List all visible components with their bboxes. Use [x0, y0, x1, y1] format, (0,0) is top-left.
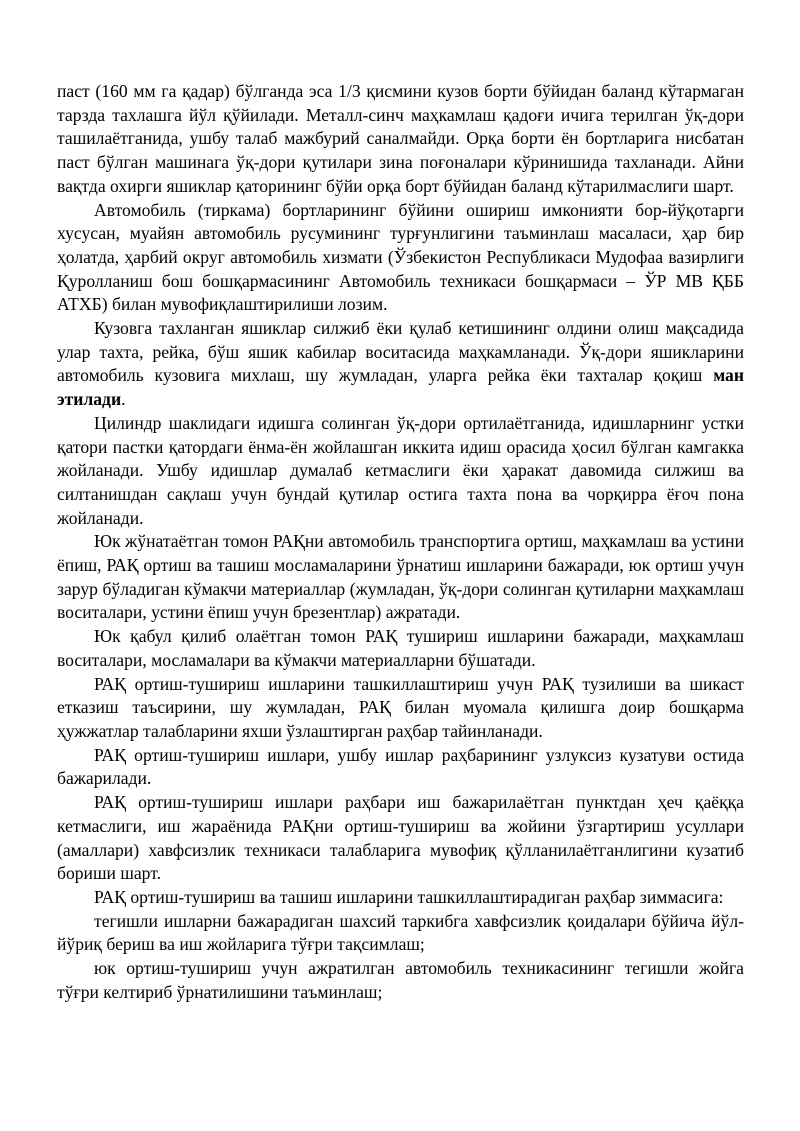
prohibited-emphasis: ман этилади [57, 365, 744, 410]
paragraph-4: Цилиндр шаклидаги идишга солинган ўқ-дори ортилаётганида, идишларнинг устки қатори пастки қатордаги ёнма-ён жойлашган иккита идиш орасида ҳосил бўлган камгакка жойланади. Ушбу идишлар думалаб кетмаслиги ёки ҳаракат давомида силжиш ва силтанишдан сақлаш учун бундай қутилар остига тахта пона ва чорқирра ёғоч пона жойланади. [57, 412, 744, 528]
paragraph-2: Автомобиль (тиркама) бортларининг бўйини ошириш имконияти бор-йўқотарги хусусан, муайян автомобиль русумининг турғунлигини таъминлаш масаласи, ҳар бир ҳолатда, ҳарбий округ автомобиль хизмати (Ўзбекистон Республикаси Мудофаа вазирлиги Қуролланиш бош бошқармасининг Автомобиль техникаси бошқармаси – ЎР МВ ҚББ АТХБ) билан мувофиқлаштирилиши лозим. [57, 199, 744, 315]
paragraph-9: РАҚ ортиш-тушириш ишлари раҳбари иш бажарилаётган пунктдан ҳеч қаёққа кетмаслиги, иш жараёнида РАҚни ортиш-тушириш ва жойини ўзгартириш усуллари (амаллари) хавфсизлик техникаси талабларига мувофиқ қўлланилаётганлигини кузатиб бориши шарт. [57, 792, 744, 884]
paragraph-5: Юк жўнатаётган томон РАҚни автомобиль транспортига ортиш, маҳкамлаш ва устини ёпиш, РАҚ ортиш ва ташиш мосламаларини ўрнатиш ишларини бажаради, юк ортиш учун зарур бўладиган кўмакчи материаллар (жумладан, ўқ-дори солинган қутиларни маҳкамлаш воситалари, устини ёпиш учун брезентлар) ажратади. [57, 531, 744, 623]
paragraph-3-end: . [121, 389, 126, 410]
paragraph-3-text: Кузовга тахланган яшиклар силжиб ёки қулаб кетишининг олдини олиш мақсадида улар тахта, рейка, бўш яшик кабилар воситасида маҳкамланади. Ўқ-дори яшикларини автомобиль кузовига михлаш, шу жумладан, уларга рейка ёки тахталар қоқиш [57, 318, 744, 386]
paragraph-10: РАҚ ортиш-тушириш ва ташиш ишларини ташкиллаштирадиган раҳбар зиммасига: [94, 886, 724, 907]
paragraph-12: юк ортиш-тушириш учун ажратилган автомобиль техникасининг тегишли жойга тўғри келтириб ўрнатилишини таъминлаш; [57, 958, 744, 1002]
paragraph-11: тегишли ишларни бажарадиган шахсий таркибга хавфсизлик қоидалари бўйича йўл-йўриқ бериш ва иш жойларига тўғри тақсимлаш; [57, 910, 744, 955]
document-body [57, 80, 744, 1004]
paragraph-8: РАҚ ортиш-тушириш ишлари, ушбу ишлар раҳбарининг узлуксиз кузатуви остида бажарилади. [57, 744, 744, 789]
paragraph-1: паст (160 мм га қадар) бўлганда эса 1/3 қисмини кузов борти бўйидан баланд кўтармаган тарзда тахлашга йўл қўйилади. Металл-синч маҳкамлаш қадоғи ичига терилган ўқ-дори ташилаётганида, ушбу талаб мажбурий саналмайди. Орқа борти ён бортларига нисбатан паст бўлган машинага ўқ-дори қутилари зина поғоналари кўринишида тахланади. Айни вақтда охирги яшиклар қаторининг бўйи орқа борт бўйидан баланд кўтарилмаслиги шарт. [57, 81, 744, 196]
paragraph-7: РАҚ ортиш-тушириш ишларини ташкиллаштириш учун РАҚ тузилиши ва шикаст етказиш таъсирини, шу жумладан, РАҚ билан муомала қилишга доир бошқарма ҳужжатлар талабларини яхши ўзлаштирган раҳбар тайинланади. [57, 673, 744, 741]
paragraph-6: Юк қабул қилиб олаётган томон РАҚ тушириш ишларини бажаради, маҳкамлаш воситалари, мосламалари ва кўмакчи материалларни бўшатади. [57, 626, 744, 670]
paragraph-3 [57, 317, 744, 412]
